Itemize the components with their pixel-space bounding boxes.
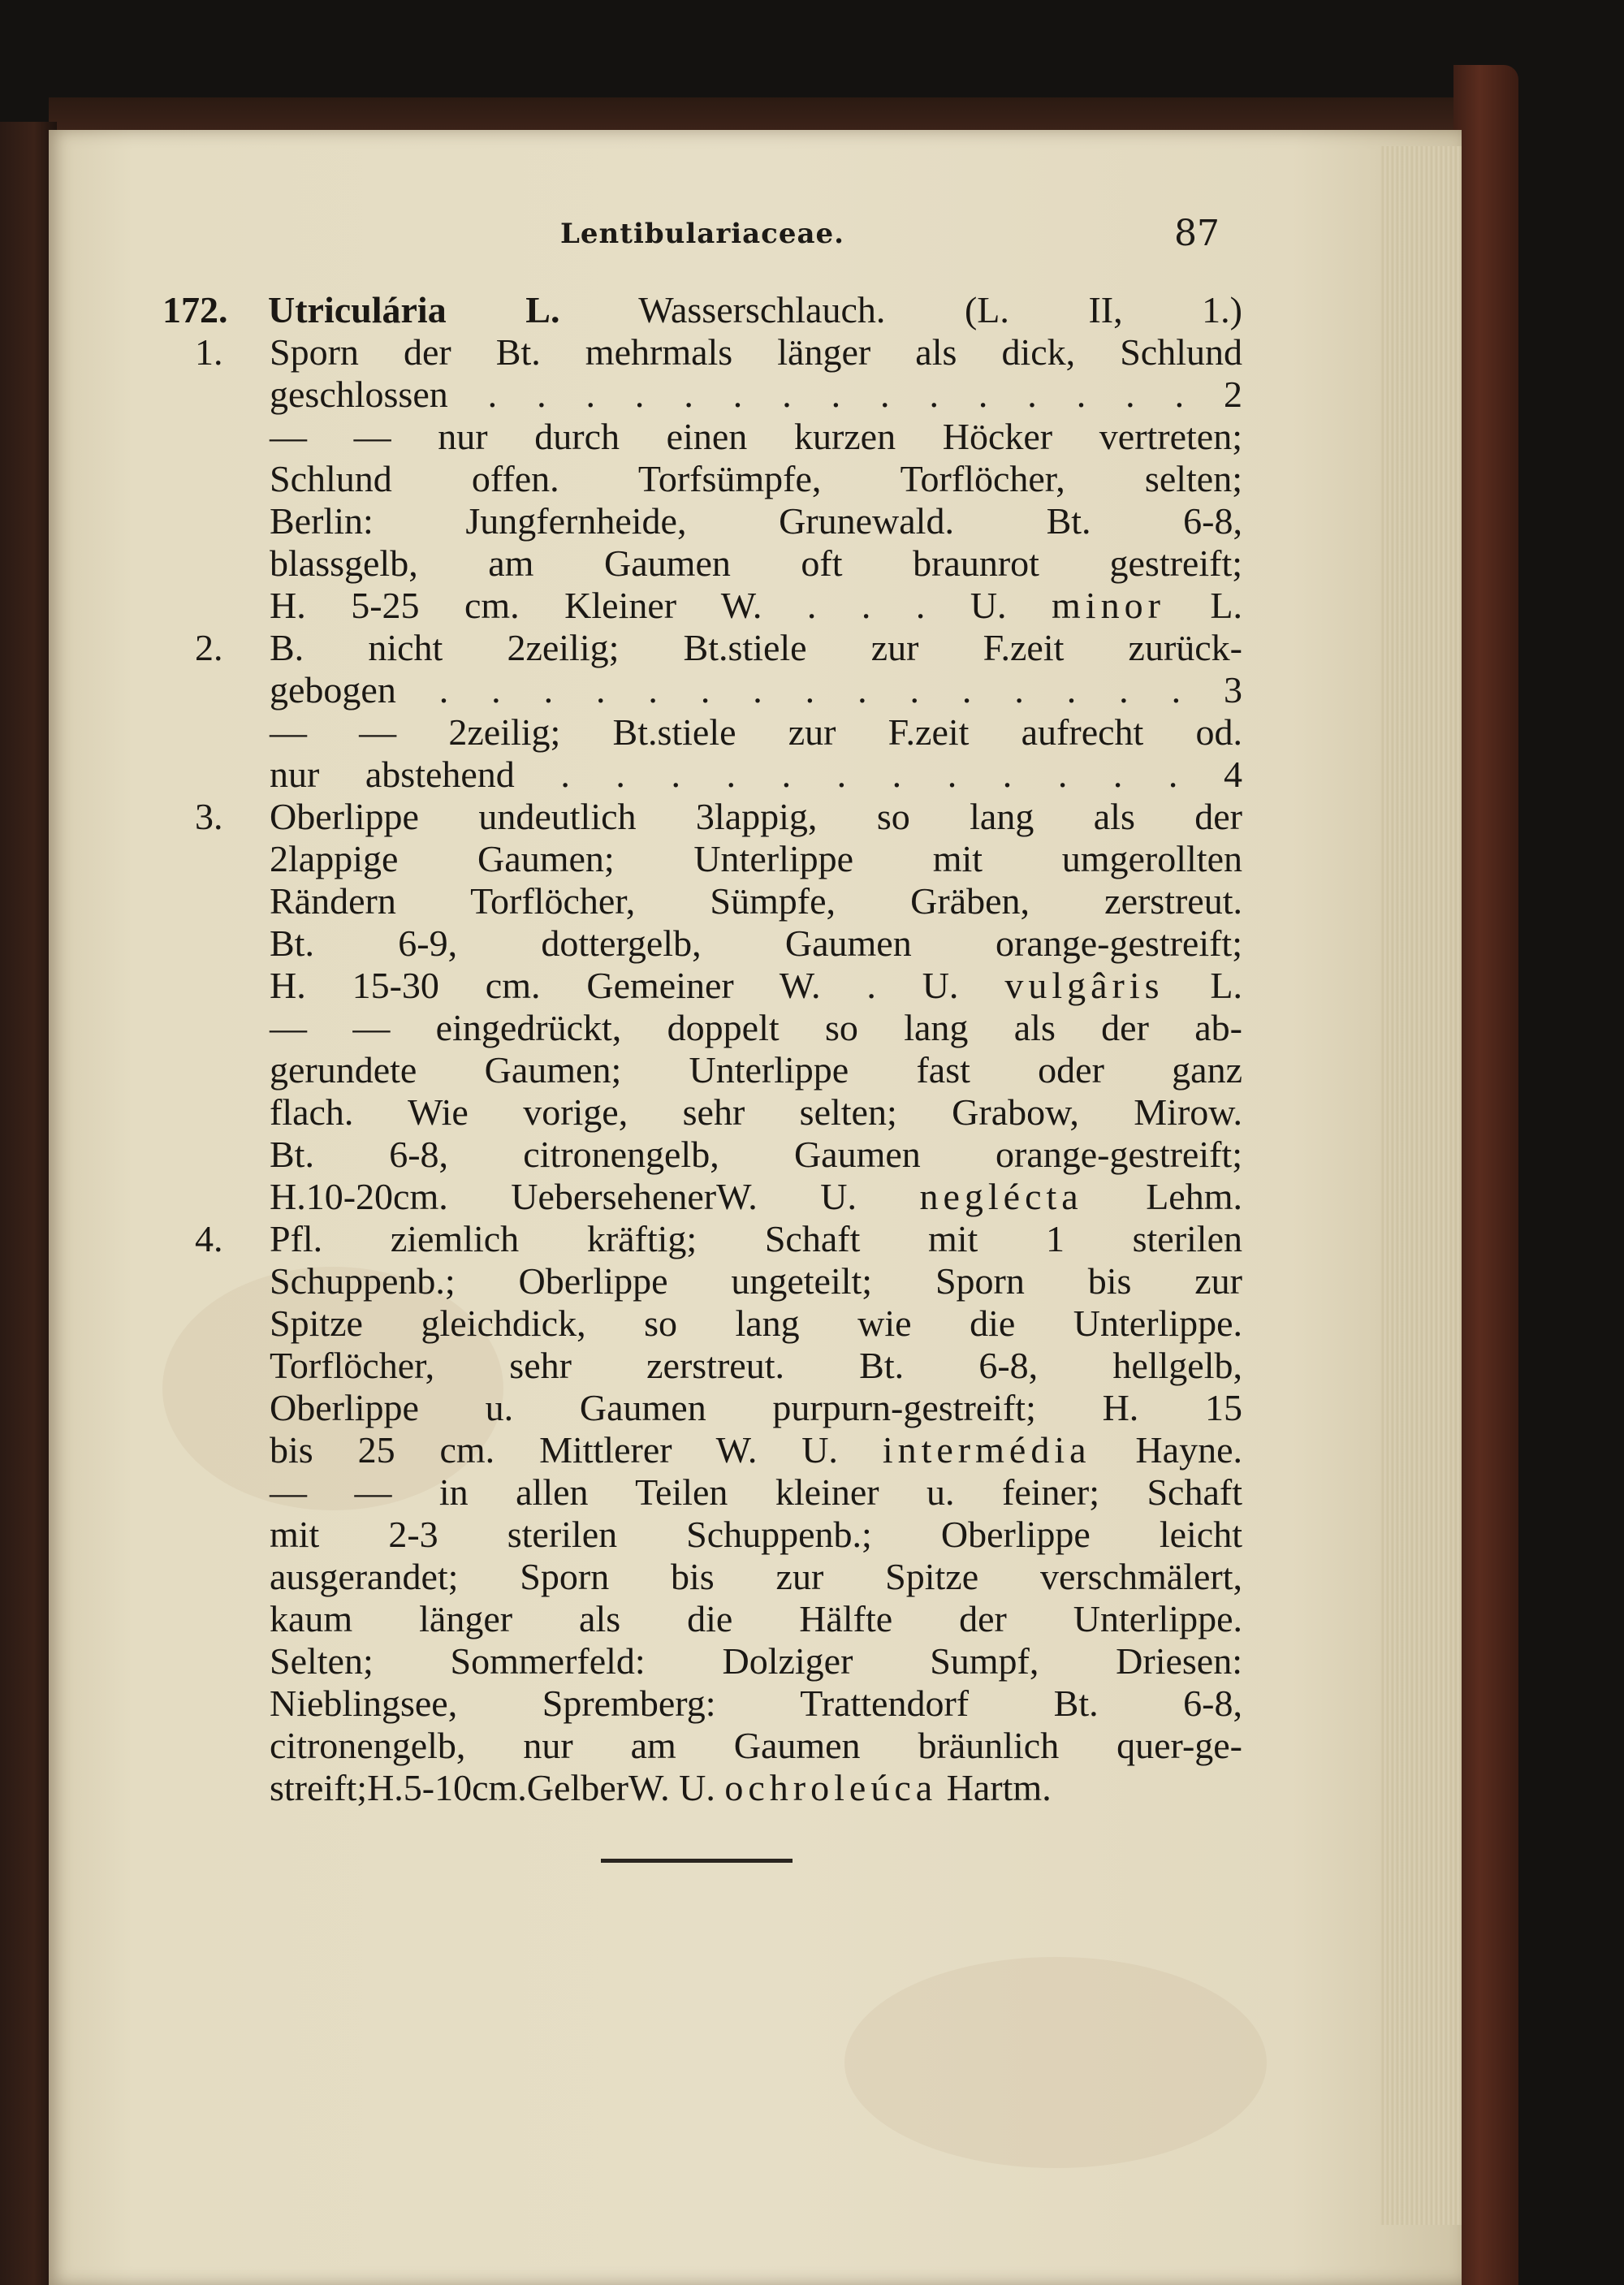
line-number: 172. — [162, 289, 228, 330]
page-edges — [1380, 146, 1462, 2225]
line-text: Oberlippe undeutlich 3lappig, so lang als der — [270, 796, 1242, 837]
line-text: kaum länger als die Hälfte der Unterlippe. — [270, 1598, 1242, 1639]
text-line — [162, 1176, 1242, 1218]
text-line — [162, 1345, 1242, 1387]
text-line — [162, 585, 1242, 627]
line-text: citronengelb, nur am Gaumen bräunlich quer-ge- — [270, 1725, 1242, 1766]
line-text: — — nur durch einen kurzen Höcker vertreten; — [270, 416, 1242, 457]
line-text — [270, 965, 1242, 1007]
text-line — [162, 374, 1242, 416]
species-epithet: ochroleúca — [724, 1767, 938, 1808]
line-number: 4. — [195, 1218, 223, 1259]
text-line — [162, 1260, 1242, 1302]
species-epithet: neglécta — [919, 1176, 1083, 1217]
line-text: — — eingedrückt, doppelt so lang als der ab- — [270, 1007, 1242, 1048]
text-segment: Hayne. — [1091, 1429, 1242, 1471]
text-line — [162, 669, 1242, 711]
line-text — [270, 1429, 1242, 1471]
line-text: Oberlippe u. Gaumen purpurn-gestreift; H. 15 — [270, 1387, 1242, 1428]
text-segment: streift;H.5-10cm.GelberW. U. — [270, 1767, 725, 1808]
text-segment: Lehm. — [1082, 1176, 1242, 1217]
line-text: flach. Wie vorige, sehr selten; Grabow, Mirow. — [270, 1091, 1242, 1133]
line-text: Bt. 6-9, dottergelb, Gaumen orange-gestreift; — [270, 922, 1242, 964]
line-text: Spitze gleichdick, so lang wie die Unterlippe. — [270, 1302, 1242, 1344]
text-line — [162, 416, 1242, 458]
text-line — [162, 880, 1242, 922]
text-segment: H.10-20cm. UebersehenerW. U. — [270, 1176, 920, 1217]
line-text: ausgerandet; Sporn bis zur Spitze verschmälert, — [270, 1556, 1242, 1597]
paper-stain — [844, 1957, 1267, 2168]
line-text: Bt. 6-8, citronengelb, Gaumen orange-gestreift; — [270, 1134, 1242, 1175]
text-segment: H. 5-25 cm. Kleiner W. . . . U. — [270, 585, 1052, 626]
line-text: Schuppenb.; Oberlippe ungeteilt; Sporn bis zur — [270, 1260, 1242, 1302]
text-line — [162, 1049, 1242, 1091]
line-text — [270, 1176, 1242, 1218]
running-header — [552, 213, 1234, 258]
text-line — [162, 796, 1242, 838]
text-line — [162, 1218, 1242, 1260]
text-segment: Wasserschlauch. (L. II, 1.) — [559, 289, 1242, 330]
text-line — [162, 922, 1242, 965]
line-text: B. nicht 2zeilig; Bt.stiele zur F.zeit zurück- — [270, 627, 1242, 668]
text-line — [162, 838, 1242, 880]
text-line — [162, 458, 1242, 500]
text-segment: Hartm. — [937, 1767, 1052, 1808]
text-line — [162, 500, 1242, 542]
line-text — [270, 585, 1242, 627]
book-cover-right — [1453, 65, 1518, 2285]
text-line — [162, 331, 1242, 374]
text-segment: L. — [1164, 585, 1242, 626]
text-segment: H. 15-30 cm. Gemeiner W. . U. — [270, 965, 1005, 1006]
line-number: 1. — [195, 331, 223, 373]
line-text: mit 2-3 sterilen Schuppenb.; Oberlippe leicht — [270, 1514, 1242, 1555]
text-segment: L. — [1164, 965, 1242, 1006]
text-line — [162, 1302, 1242, 1345]
text-line — [162, 1767, 1242, 1809]
line-text: Nieblingsee, Spremberg: Trattendorf Bt. 6-8, — [270, 1682, 1242, 1724]
text-block — [162, 289, 1242, 1809]
text-line — [162, 627, 1242, 669]
line-text: Torflöcher, sehr zerstreut. Bt. 6-8, hellgelb, — [270, 1345, 1242, 1386]
text-line — [162, 1725, 1242, 1767]
text-line — [162, 1598, 1242, 1640]
text-line — [162, 1387, 1242, 1429]
line-text: Schlund offen. Torfsümpfe, Torflöcher, selten; — [270, 458, 1242, 499]
line-text: Rändern Torflöcher, Sümpfe, Gräben, zerstreut. — [270, 880, 1242, 922]
line-text: — — in allen Teilen kleiner u. feiner; Schaft — [270, 1471, 1242, 1513]
text-line — [162, 1091, 1242, 1134]
line-text: Berlin: Jungfernheide, Grunewald. Bt. 6-8, — [270, 500, 1242, 542]
text-line — [162, 1556, 1242, 1598]
line-text: nur abstehend . . . . . . . . . . . . 4 — [270, 754, 1242, 795]
text-line — [162, 1007, 1242, 1049]
text-segment: bis 25 cm. Mittlerer W. U. — [270, 1429, 883, 1471]
line-text: geschlossen . . . . . . . . . . . . . . . 2 — [270, 374, 1242, 415]
line-text: blassgelb, am Gaumen oft braunrot gestreift; — [270, 542, 1242, 584]
text-line — [162, 1640, 1242, 1682]
line-text: Pfl. ziemlich kräftig; Schaft mit 1 sterilen — [270, 1218, 1242, 1259]
line-text — [268, 289, 1242, 331]
line-text: — — 2zeilig; Bt.stiele zur F.zeit aufrecht od. — [270, 711, 1242, 753]
running-title: Lentibulariaceae. — [560, 218, 845, 250]
text-line — [162, 1429, 1242, 1471]
line-text: gebogen . . . . . . . . . . . . . . . 3 — [270, 669, 1242, 711]
genus-heading-line — [162, 289, 1242, 331]
text-line — [162, 542, 1242, 585]
line-number: 2. — [195, 627, 223, 668]
line-text — [270, 1767, 1242, 1809]
text-line — [162, 1682, 1242, 1725]
text-line — [162, 711, 1242, 754]
page-number: 87 — [1174, 213, 1220, 254]
line-text: Sporn der Bt. mehrmals länger als dick, Schlund — [270, 331, 1242, 373]
line-number: 3. — [195, 796, 223, 837]
text-line — [162, 965, 1242, 1007]
text-line — [162, 1134, 1242, 1176]
species-epithet: intermédia — [882, 1429, 1091, 1471]
species-epithet: vulgâris — [1004, 965, 1164, 1006]
text-line — [162, 1471, 1242, 1514]
line-text: gerundete Gaumen; Unterlippe fast oder ganz — [270, 1049, 1242, 1091]
species-epithet: minor — [1052, 585, 1165, 626]
line-text: Selten; Sommerfeld: Dolziger Sumpf, Driesen: — [270, 1640, 1242, 1682]
line-text: 2lappige Gaumen; Unterlippe mit umgerollten — [270, 838, 1242, 879]
genus-name: Utriculária L. — [268, 289, 560, 330]
end-rule — [601, 1859, 793, 1863]
text-line — [162, 754, 1242, 796]
text-line — [162, 1514, 1242, 1556]
